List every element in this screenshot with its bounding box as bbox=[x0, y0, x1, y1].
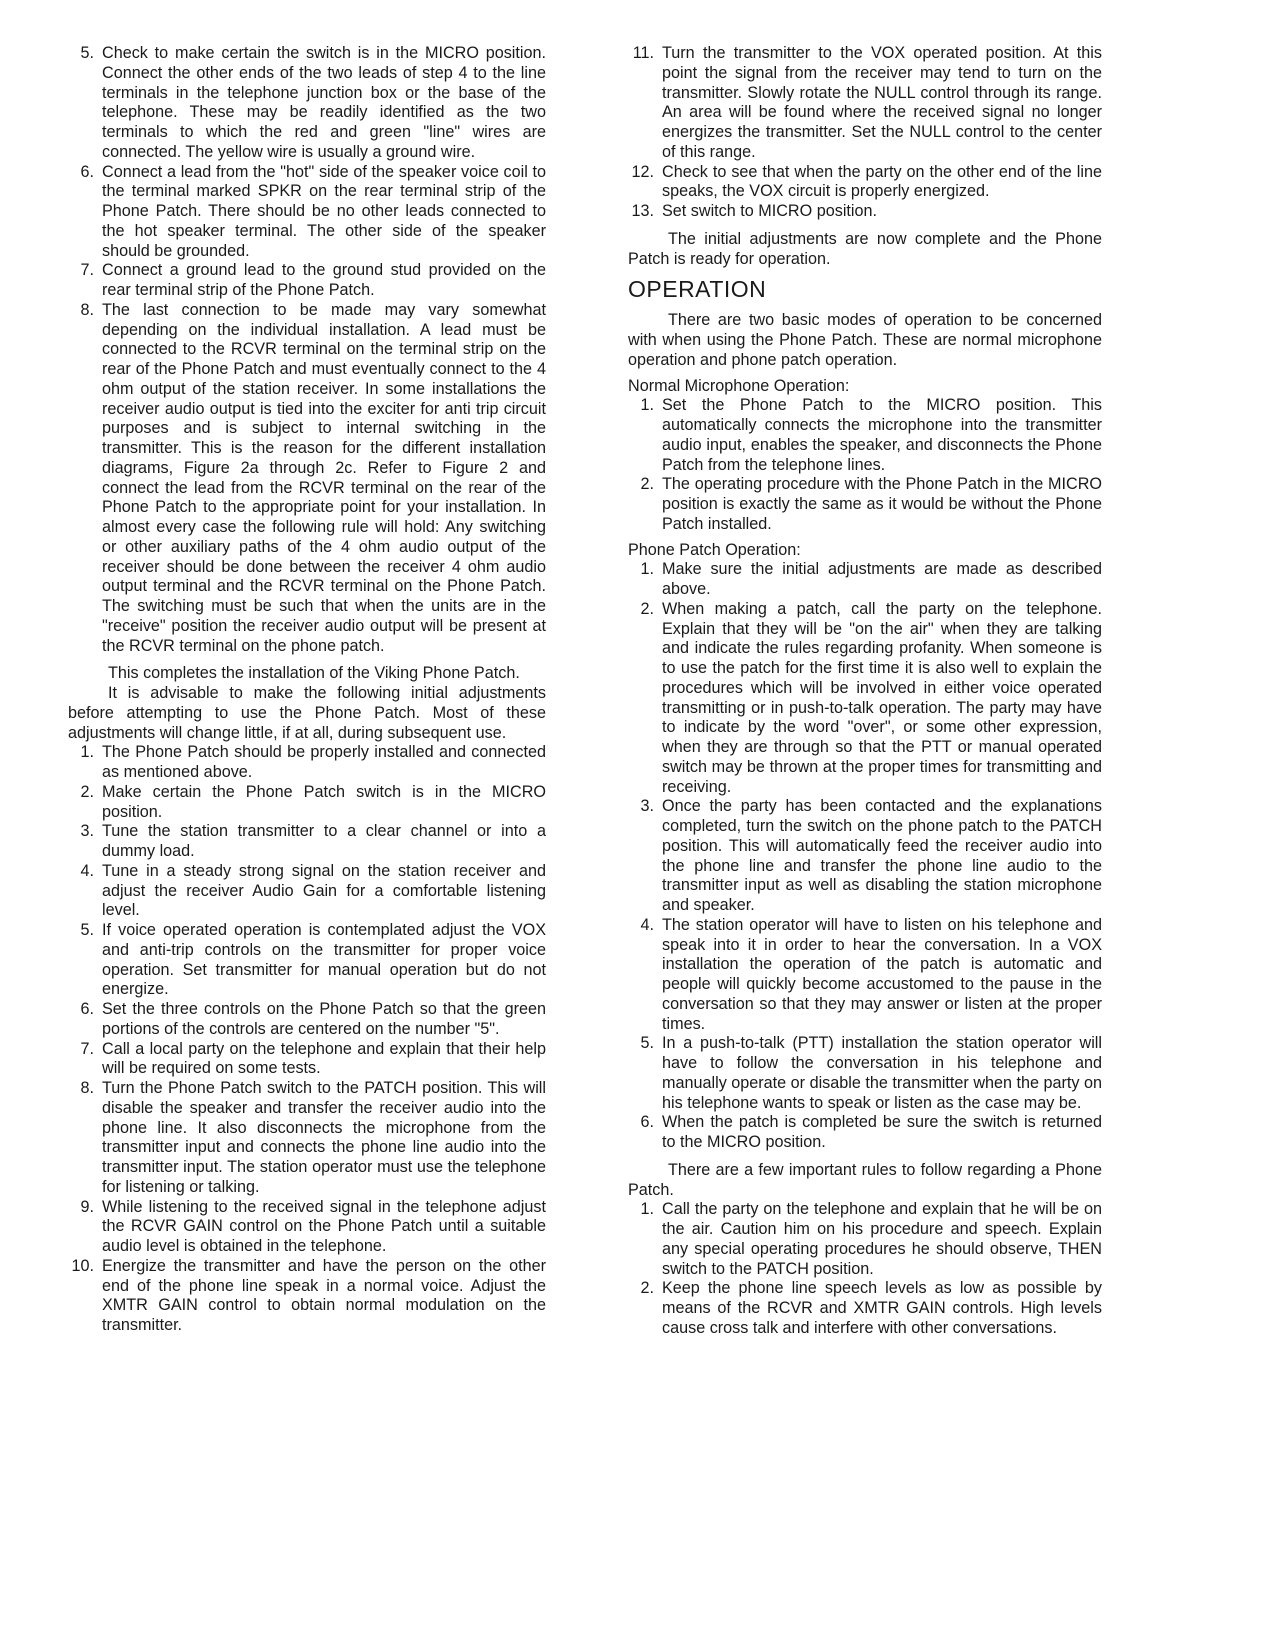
list-item bbox=[68, 743, 546, 783]
item-text: Tune in a steady strong signal on the station receiver and adjust the receiver Audio Gain for a comfortable listening level. bbox=[102, 861, 546, 920]
list-item bbox=[628, 396, 1102, 475]
list-item bbox=[68, 862, 546, 921]
paragraph-advisable: It is advisable to make the following initial adjustments before attempting to use the Phone Patch. Most of these adjustments will change little, if at all, during subsequent use. bbox=[68, 684, 546, 742]
item-text: Call the party on the telephone and explain that he will be on the air. Caution him on his procedure and speech. Explain any special operating procedures he should observe, THEN switch to the PATCH position. bbox=[662, 1200, 1102, 1278]
item-text: Tune the station transmitter to a clear channel or into a dummy load. bbox=[102, 822, 546, 860]
item-text: Energize the transmitter and have the person on the other end of the phone line speak in a normal voice. Adjust the XMTR GAIN control to obtain normal modulation on the transmitter. bbox=[102, 1256, 546, 1334]
normal-steps bbox=[628, 396, 1102, 534]
item-number: 6. bbox=[80, 1000, 94, 1018]
list-item bbox=[628, 1113, 1102, 1153]
item-text: Set the three controls on the Phone Patch so that the green portions of the controls are centered on the number "5". bbox=[102, 1000, 546, 1038]
item-text: Set switch to MICRO position. bbox=[662, 202, 878, 220]
list-item bbox=[628, 1034, 1102, 1113]
list-item bbox=[628, 1279, 1102, 1338]
list-item bbox=[628, 797, 1102, 916]
patch-steps bbox=[628, 560, 1102, 1153]
item-text: The last connection to be made may vary somewhat depending on the individual installation. A lead must be connected to the RCVR terminal on the terminal strip on the rear of the Phone Patch and must eventually connect to the 4 ohm output of the station receiver. In some installations the receiver audio output is tied into the exciter for anti trip circuit purposes and is subject to internal switching in the transmitter. This is the reason for the different installation diagrams, Figure 2a through 2c. Refer to Figure 2 and connect the lead from the RCVR terminal on the rear of the Phone Patch to the appropriate point for your installation. In almost every case the following rule will hold: Any switching or other auxiliary paths of the 4 ohm audio output of the receiver should be done between the receiver 4 ohm audio output terminal and the RCVR terminal on the Phone Patch. The switching must be such that when the units are in the "receive" position the receiver audio output will be present at the RCVR terminal on the phone patch. bbox=[102, 300, 546, 655]
list-item bbox=[628, 1200, 1102, 1279]
list-item bbox=[68, 783, 546, 823]
list-item bbox=[68, 1198, 546, 1257]
item-text: Connect a lead from the "hot" side of the speaker voice coil to the terminal marked SPKR on the rear terminal strip of the Phone Patch. There should be no other leads connected to the hot speaker terminal. The other side of the speaker should be grounded. bbox=[102, 162, 546, 260]
item-number: 4. bbox=[80, 861, 94, 880]
paragraph-install-complete: This completes the installation of the Viking Phone Patch. bbox=[108, 664, 520, 683]
item-number: 5. bbox=[80, 44, 94, 62]
list-item bbox=[628, 560, 1102, 600]
item-number: 2. bbox=[80, 782, 94, 801]
item-text: Turn the Phone Patch switch to the PATCH position. This will disable the speaker and transfer the receiver audio into the phone line. It also disconnects the microphone from the transmitter input and connects the phone line audio into the transmitter input. The station operator must use the telephone for listening or talking. bbox=[102, 1079, 546, 1196]
item-number: 2. bbox=[640, 599, 654, 618]
list-item bbox=[628, 916, 1102, 1035]
item-number: 3. bbox=[640, 797, 654, 816]
item-number: 8. bbox=[80, 1079, 94, 1097]
item-text: Keep the phone line speech levels as low as possible by means of the RCVR and XMTR GAIN controls. High levels cause cross talk and interfere with other conversations. bbox=[662, 1279, 1102, 1337]
item-number: 8. bbox=[80, 300, 94, 319]
item-text: The station operator will have to listen on his telephone and speak into it in order to hear the conversation. In a VOX installation the operation of the patch is automatic and people will quickly become accustomed to the pause in the conversation so that they may answer or listen at the proper times. bbox=[662, 915, 1102, 1033]
item-number: 1. bbox=[640, 1200, 654, 1219]
item-text: Turn the transmitter to the VOX operated position. At this point the signal from the receiver may tend to turn on the transmitter. Slowly rotate the NULL control through its range. An area will be found where the received signal no longer energizes the transmitter. Set the NULL control to the center of this range. bbox=[662, 44, 1102, 161]
item-number: 6. bbox=[640, 1113, 654, 1132]
item-number: 4. bbox=[640, 915, 654, 934]
operation-intro: There are two basic modes of operation to be concerned with when using the Phone Patch. These are normal microphone operation and phone patch operation. bbox=[628, 311, 1102, 369]
install-steps bbox=[68, 44, 546, 656]
item-number: 13. bbox=[631, 202, 654, 220]
item-text: Make certain the Phone Patch switch is in the MICRO position. bbox=[102, 782, 546, 821]
list-item bbox=[628, 163, 1102, 203]
rules-intro: There are a few important rules to follow regarding a Phone Patch. bbox=[628, 1160, 1102, 1199]
list-item bbox=[628, 44, 1102, 163]
list-item bbox=[68, 1079, 546, 1198]
item-text: Check to see that when the party on the other end of the line speaks, the VOX circuit is properly energized. bbox=[662, 162, 1102, 201]
item-text: If voice operated operation is contemplated adjust the VOX and anti-trip controls on the transmitter for proper voice operation. Set transmitter for manual operation but do not energize. bbox=[102, 921, 546, 999]
list-item bbox=[68, 822, 546, 862]
item-number: 5. bbox=[640, 1034, 654, 1053]
item-number: 2. bbox=[640, 1279, 654, 1298]
list-item bbox=[68, 163, 546, 262]
list-item bbox=[68, 1000, 546, 1040]
list-item bbox=[628, 202, 1102, 222]
operation-heading: OPERATION bbox=[628, 276, 767, 303]
item-number: 2. bbox=[640, 475, 654, 494]
list-item bbox=[68, 921, 546, 1000]
item-text: Connect a ground lead to the ground stud provided on the rear terminal strip of the Phone Patch. bbox=[102, 261, 546, 299]
item-number: 9. bbox=[80, 1197, 94, 1216]
item-number: 7. bbox=[80, 261, 94, 280]
list-item bbox=[68, 44, 546, 163]
item-number: 5. bbox=[80, 921, 94, 939]
list-item bbox=[68, 1040, 546, 1080]
paragraph-initial-complete: The initial adjustments are now complete and the Phone Patch is ready for operation. bbox=[628, 229, 1102, 268]
item-number: 12. bbox=[631, 162, 654, 181]
item-number: 3. bbox=[80, 822, 94, 841]
adjust-steps-continued bbox=[628, 44, 1102, 222]
item-text: When making a patch, call the party on the telephone. Explain that they will be "on the air" when they are talking and indicate the rules regarding profanity. When someone is to use the patch for the first time it is also well to explain the procedures which will be involved in either voice operated transmitting or in push-to-talk operation. The party may have to indicate by the word "over", or some other expression, when they are through so that the PTT or manual operated switch may be thrown at the proper times for transmitting and receiving. bbox=[662, 599, 1102, 796]
item-text: When the patch is completed be sure the switch is returned to the MICRO position. bbox=[662, 1113, 1102, 1151]
item-text: The Phone Patch should be properly installed and connected as mentioned above. bbox=[102, 743, 546, 781]
list-item bbox=[628, 600, 1102, 798]
item-number: 6. bbox=[80, 162, 94, 181]
item-text: Set the Phone Patch to the MICRO position. This automatically connects the microphone into the transmitter audio input, enables the speaker, and disconnects the Phone Patch from the telephone lines. bbox=[662, 396, 1102, 474]
patch-operation-heading: Phone Patch Operation: bbox=[628, 540, 801, 559]
adjust-steps bbox=[68, 743, 546, 1336]
item-text: Check to make certain the switch is in the MICRO position. Connect the other ends of the two leads of step 4 to the line terminals in the telephone junction box or the base of the telephone. These may be readily identified as the two terminals to which the red and green "line" wires are connected. The yellow wire is usually a ground wire. bbox=[102, 44, 546, 161]
normal-operation-heading: Normal Microphone Operation: bbox=[628, 376, 850, 395]
left-column bbox=[68, 44, 546, 1336]
item-text: The operating procedure with the Phone Patch in the MICRO position is exactly the same as it would be without the Phone Patch installed. bbox=[662, 475, 1102, 533]
item-text: Call a local party on the telephone and explain that their help will be required on some tests. bbox=[102, 1039, 546, 1078]
item-number: 7. bbox=[80, 1039, 94, 1058]
list-item bbox=[68, 301, 546, 657]
rules-steps bbox=[628, 1200, 1102, 1338]
item-text: While listening to the received signal in the telephone adjust the RCVR GAIN control on the Phone Patch until a suitable audio level is obtained in the telephone. bbox=[102, 1197, 546, 1255]
list-item bbox=[628, 475, 1102, 534]
item-number: 11. bbox=[632, 44, 654, 62]
item-text: Make sure the initial adjustments are made as described above. bbox=[662, 560, 1102, 598]
list-item bbox=[68, 1257, 546, 1336]
item-number: 1. bbox=[80, 743, 94, 762]
item-number: 10. bbox=[71, 1256, 94, 1275]
item-number: 1. bbox=[640, 560, 654, 579]
list-item bbox=[68, 261, 546, 301]
item-text: In a push-to-talk (PTT) installation the station operator will have to follow the conversation in his telephone and manually operate or disable the transmitter when the party on his telephone wants to speak or listen as the case may be. bbox=[662, 1034, 1103, 1112]
item-text: Once the party has been contacted and the explanations completed, turn the switch on the phone patch to the PATCH position. This will automatically feed the receiver audio into the phone line and transfer the phone line audio to the transmitter input as well as disabling the station microphone and speaker. bbox=[662, 797, 1102, 914]
right-column bbox=[628, 44, 1102, 1339]
item-number: 1. bbox=[640, 396, 654, 415]
